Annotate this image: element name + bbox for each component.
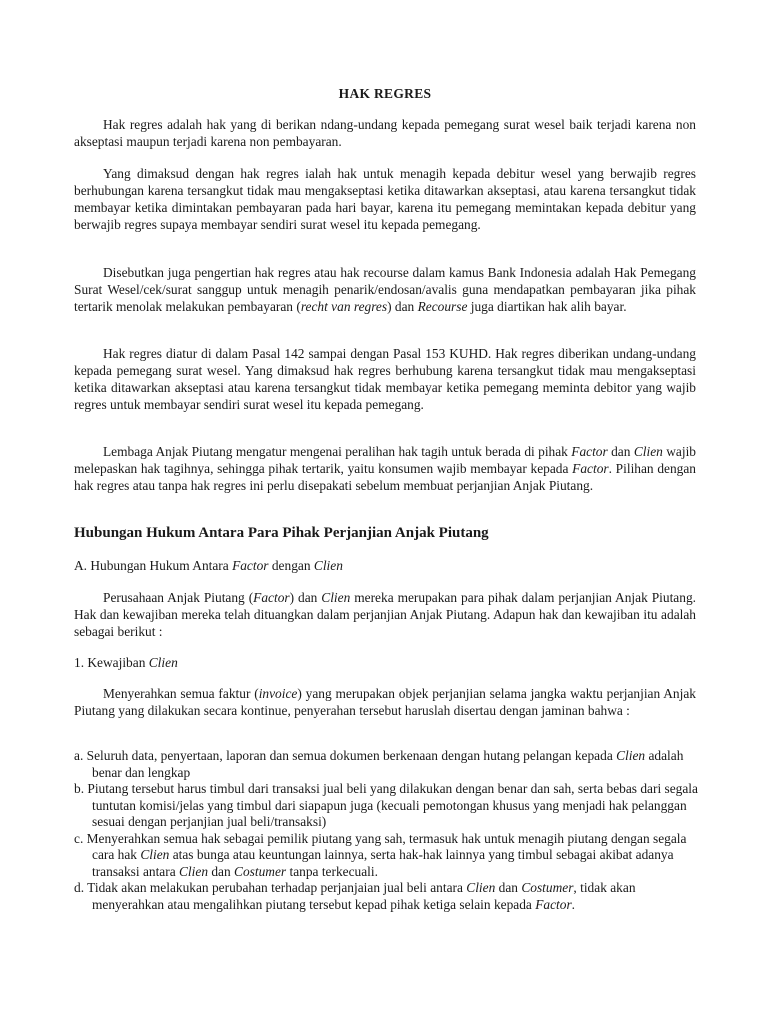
list-item-a	[74, 748, 700, 781]
paragraph-meaning	[74, 165, 696, 233]
paragraph-definition	[74, 116, 696, 150]
italic-term: recht van regres	[300, 299, 388, 314]
text-run: adalah benar dan lengkap	[92, 748, 684, 780]
italic-term: Clien	[616, 748, 646, 763]
italic-term: Clien	[313, 558, 343, 573]
text-run: Lembaga Anjak Piutang mengatur mengenai peralihan hak tagih untuk berada di pihak	[103, 444, 572, 459]
paragraph-recourse	[74, 264, 696, 315]
text-run: atas bunga atau keuntungan lainnya, serta hak-hak lainnya yang timbul sebagai akibat adanya transaksi antara	[92, 847, 674, 879]
italic-term: Costumer	[521, 880, 574, 895]
text-run: juga diartikan hak alih bayar.	[467, 299, 627, 314]
text-run: mereka merupakan para pihak dalam perjanjian Anjak Piutang. Hak dan kewajiban mereka telah dituangkan dalam perjanjian Anjak Piutang. Adapun hak dan kewajiban itu adalah sebagai berikut :	[74, 590, 696, 639]
list-item-d	[74, 880, 700, 913]
document-title: HAK REGRES	[338, 86, 432, 101]
text-run: a. Seluruh data, penyertaan, laporan dan semua dokumen berkenaan dengan hutang pelangan kepada	[74, 748, 617, 763]
italic-term: Factor	[572, 461, 609, 476]
italic-term: Clien	[321, 590, 351, 605]
list-item-c	[74, 831, 700, 881]
italic-term: Clien	[179, 863, 209, 879]
text-run: dan	[495, 880, 522, 895]
paragraph-lembaga	[74, 443, 696, 494]
text-run: tanpa terkecuali.	[286, 863, 378, 879]
text-run: A. Hubungan Hukum Antara	[74, 558, 233, 573]
item-1-heading	[74, 654, 696, 671]
text-run: Menyerahkan semua faktur (	[103, 686, 259, 701]
section-heading: Hubungan Hukum Antara Para Pihak Perjanjian Anjak Piutang	[74, 525, 489, 541]
italic-term: Clien	[140, 847, 170, 862]
subsection-a-heading	[74, 557, 696, 574]
italic-term: Clien	[466, 880, 496, 895]
italic-term: Factor	[232, 558, 269, 573]
text-run: d. Tidak akan melakukan perubahan terhadap perjanjaian jual beli antara	[74, 880, 467, 895]
text-run: Hak regres diatur di dalam Pasal 142 sampai dengan Pasal 153 KUHD. Hak regres diberikan undang-undang kepada pemegang surat wesel. Yang dimaksud hak regres berhubung karena tersangkut tidak mau mengakseptasi ketika ditawarkan akseptasi atau karena tersangkut tidak membayar ketika pemegang meminta debitor yang wajib regres untuk membayar sendiri surat wesel itu kepada pemegang.	[74, 346, 696, 412]
italic-term: Factor	[253, 590, 290, 605]
text-run: b. Piutang tersebut harus timbul dari transaksi jual beli yang dilakukan dengan benar dan sah, serta bebas dari segala tuntutan komisi/jelas yang timbul dari siapapun juga (kecuali pemotongan khusus yang menjadi hak pelanggan sesuai dengan perjanjian jual beli/transaksi)	[74, 781, 698, 829]
text-run: ) dan	[289, 590, 322, 605]
text-run: ) yang merupakan objek perjanjian selama jangka waktu perjanjian Anjak Piutang yang dilakukan secara kontinue, penyerahan tersebut haruslah disertau dengan jaminan bahwa :	[74, 686, 696, 718]
text-run: Yang dimaksud dengan hak regres ialah hak untuk menagih kepada debitur wesel yang berwajib regres berhubungan karena tersangkut tidak mau mengakseptasi ketika ditawarkan akseptasi, atau karena tersangkut tidak membayar ketika dimintakan pembayaran pada hari bayar, karena itu pemegang memintakan kepada debitur yang berwajib regres supaya membayar sendiri surat wesel itu kepada pemegang.	[74, 166, 696, 232]
italic-term: Factor	[535, 896, 572, 912]
italic-term: Clien	[148, 655, 178, 670]
italic-term: invoice	[258, 686, 298, 701]
paragraph-faktur	[74, 685, 696, 719]
text-run: wajib melepaskan hak tagihnya, sehingga pihak tertarik, yaitu konsumen wajib membayar kepada	[74, 444, 696, 476]
paragraph-perusahaan	[74, 589, 696, 640]
text-run: Perusahaan Anjak Piutang (	[103, 590, 254, 605]
text-run: dan	[208, 863, 235, 879]
text-run: c. Menyerahkan semua hak sebagai pemilik piutang yang sah, termasuk hak untuk menagih piutang dengan segala cara hak	[74, 830, 687, 862]
italic-term: Recourse	[417, 299, 468, 314]
text-run: dan	[607, 444, 634, 459]
italic-term: Clien	[633, 444, 663, 459]
paragraph-kuhd	[74, 345, 696, 413]
italic-term: Factor	[571, 444, 608, 459]
text-run: , tidak akan menyerahkan atau mengalihkan piutang tersebut kepad pihak ketiga selain kepada	[92, 880, 636, 912]
text-run: ) dan	[387, 299, 418, 314]
italic-term: Costumer	[234, 863, 287, 879]
text-run: Disebutkan juga pengertian hak regres atau hak recourse dalam kamus Bank Indonesia adalah Hak Pemegang Surat Wesel/cek/surat sanggup untuk menagih penarik/endosan/avalis guna mendapatkan pembayaran jika pihak tertarik menolak melakukan pembayaran (	[74, 265, 696, 314]
list-item-b	[74, 781, 700, 831]
text-run: 1. Kewajiban	[74, 655, 149, 670]
text-run: .	[571, 896, 576, 912]
text-run: Hak regres adalah hak yang di berikan ndang-undang kepada pemegang surat wesel baik terjadi karena non akseptasi maupun terjadi karena non pembayaran.	[74, 117, 696, 149]
guarantee-list	[74, 748, 700, 913]
text-run: dengan	[268, 558, 314, 573]
text-run: . Pilihan dengan hak regres atau tanpa hak regres ini perlu disepakati sebelum membuat perjanjian Anjak Piutang.	[74, 461, 697, 493]
